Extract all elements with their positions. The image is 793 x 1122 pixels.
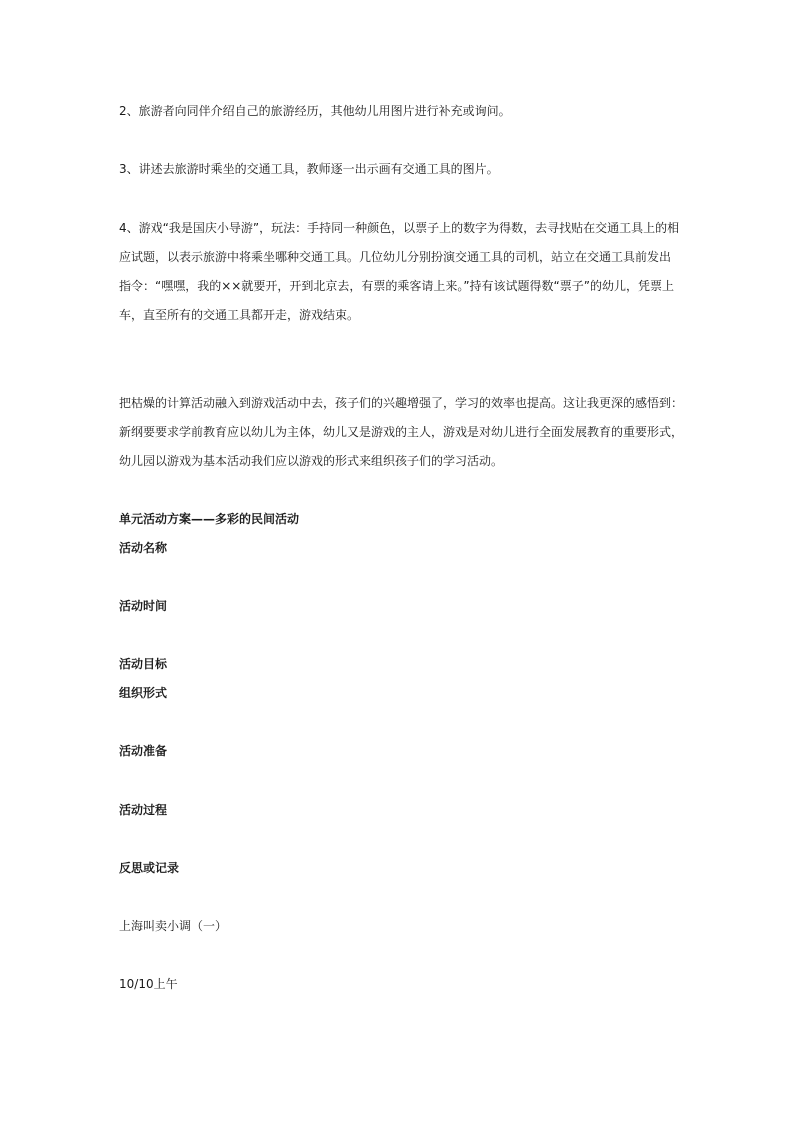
label-activity-goal: 活动目标 (119, 657, 168, 671)
value-activity-name: 上海叫卖小调（一） (119, 919, 228, 933)
value-activity-time: 10/10上午 (119, 977, 178, 991)
paragraph-step-4-line-2: 应试题，以表示旅游中将乘坐哪种交通工具。几位幼儿分别扮演交通工具的司机，站立在交通工具前发出 (119, 250, 672, 264)
paragraph-step-2: 2、旅游者向同伴介绍自己的旅游经历，其他幼儿用图片进行补充或询问。 (119, 104, 511, 118)
label-activity-time: 活动时间 (119, 599, 168, 613)
label-activity-preparation: 活动准备 (119, 744, 168, 758)
paragraph-step-3: 3、讲述去旅游时乘坐的交通工具，教师逐一出示画有交通工具的图片。 (119, 162, 499, 176)
label-activity-name: 活动名称 (119, 541, 168, 555)
reflection-line-1: 把枯燥的计算活动融入到游戏活动中去，孩子们的兴趣增强了，学习的效率也提高。这让我更深的感悟到： (119, 396, 684, 410)
paragraph-step-4-line-1: 4、游戏“我是国庆小导游”，玩法：手持同一种颜色，以票子上的数字为得数，去寻找贴在交通工具上的相 (119, 221, 680, 235)
unit-plan-title: 单元活动方案——多彩的民间活动 (119, 512, 300, 526)
label-activity-process: 活动过程 (119, 803, 168, 817)
reflection-line-2: 新纲要要求学前教育应以幼儿为主体，幼儿又是游戏的主人，游戏是对幼儿进行全面发展教育的重要形式， (119, 425, 684, 439)
label-reflection-record: 反思或记录 (119, 861, 180, 875)
label-organization-form: 组织形式 (119, 686, 168, 700)
paragraph-step-4-line-4: 车，直至所有的交通工具都开走，游戏结束。 (119, 308, 360, 322)
reflection-line-3: 幼儿园以游戏为基本活动我们应以游戏的形式来组织孩子们的学习活动。 (119, 454, 504, 468)
paragraph-step-4-line-3: 指令：“嘿嘿，我的××就要开，开到北京去，有票的乘客请上来。”持有该试题得数“票子”的幼儿，凭票上 (119, 279, 674, 293)
